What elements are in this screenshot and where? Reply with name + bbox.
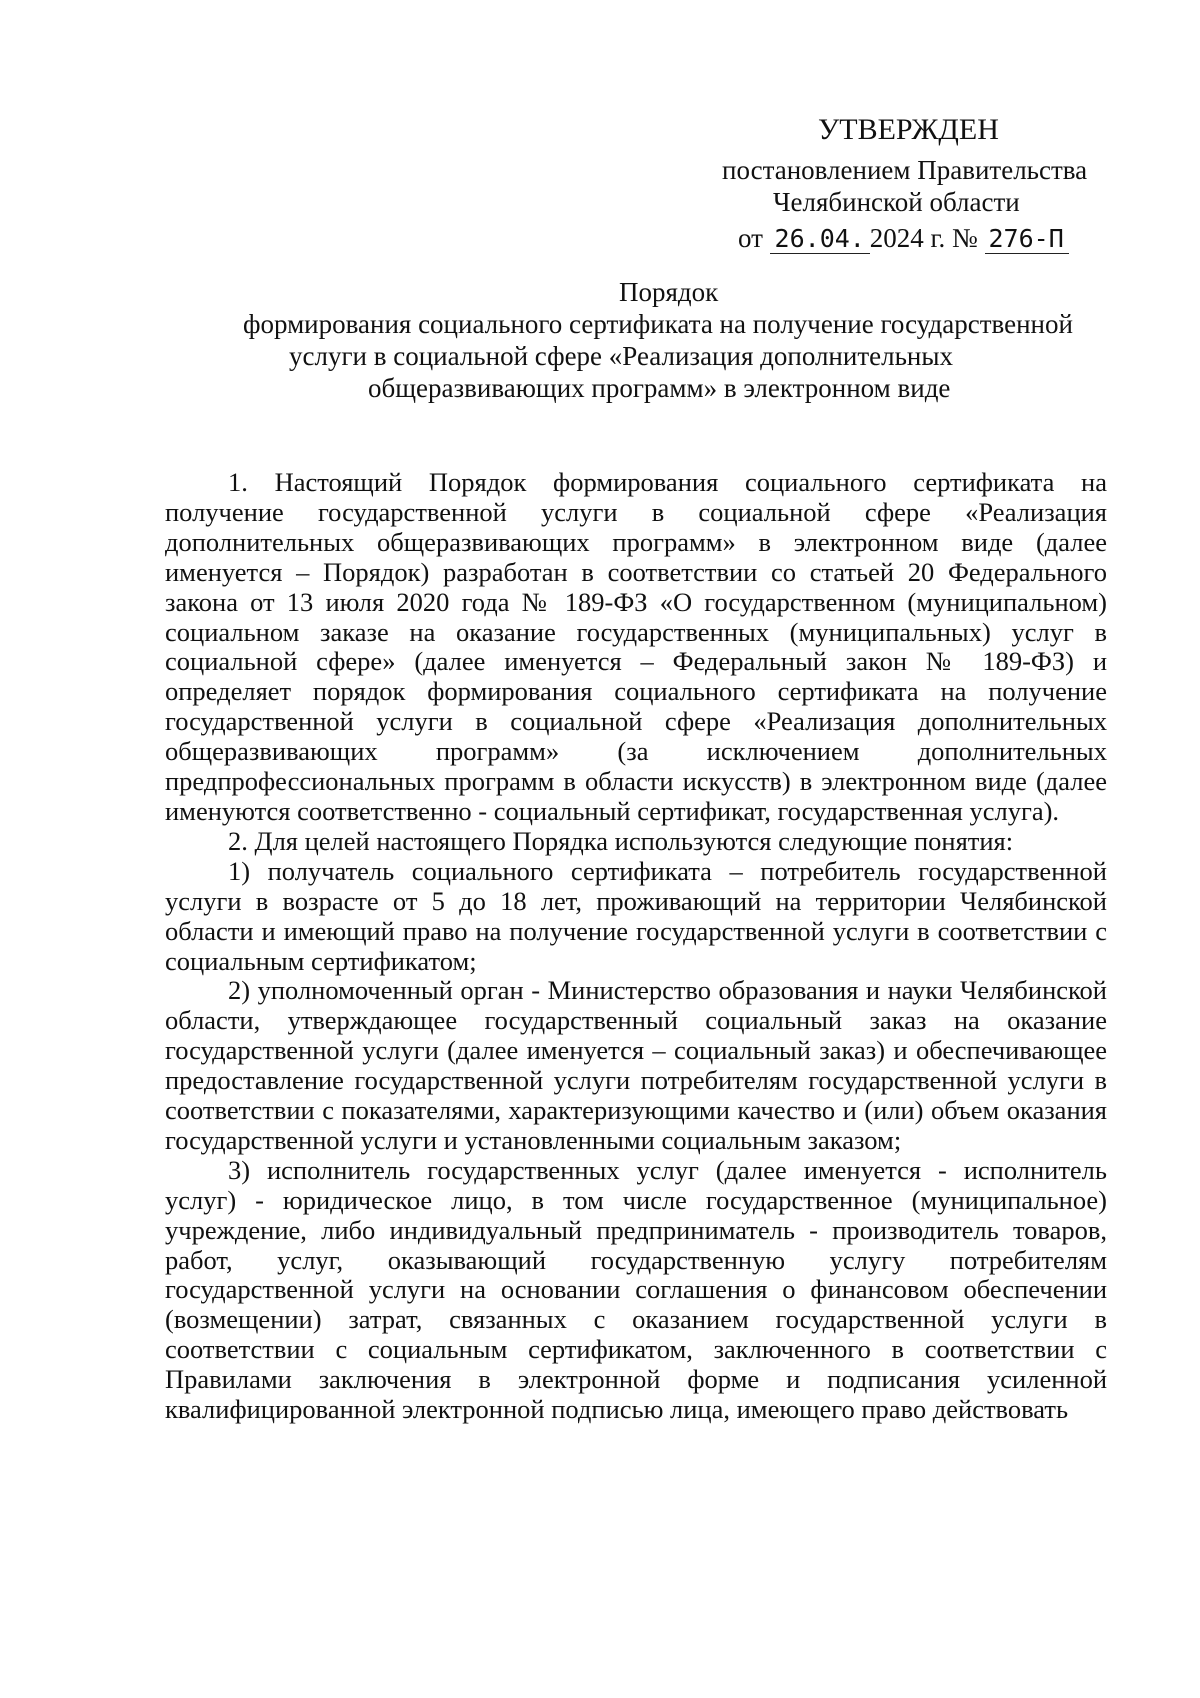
paragraph-2-item-3: 3) исполнитель государственных услуг (далее именуется - исполнитель услуг) - юридическое лицо, в том числе государственное (муниципальное) учреждение, либо индивидуальный предприниматель - производитель товаров, работ, услуг, оказывающий государственную услугу потребителям государственной услуги на основании соглашения о финансовом обеспечении (возмещении) затрат, связанных с оказанием государственной услуги в соответствии с социальным сертификатом, заключенного в соответствии с Правилами заключения в электронной форме и подписания усиленной квалифицированной электронной подписью лица, имеющего право действовать	[165, 1154, 1107, 1425]
paragraph-2: 2. Для целей настоящего Порядка используются следующие понятия:	[228, 825, 1014, 856]
approval-line-region: Челябинской области	[773, 187, 1020, 217]
title-line-3: услуги в социальной сфере «Реализация дополнительных	[289, 341, 953, 371]
paragraph-2-item-2: 2) уполномоченный орган - Министерство образования и науки Челябинской области, утверждающее государственный социальный заказ на оказание государственной услуги (далее именуется – социальный заказ) и обеспечивающее предоставление государственной услуги потребителям государственной услуги в соответствии с показателями, характеризующими качество и (или) объем оказания государственной услуги и установленными социальным заказом;	[165, 975, 1107, 1155]
title-line-2: формирования социального сертификата на получение государственной	[243, 309, 1073, 339]
document-title	[150, 276, 1100, 404]
approval-year-suffix: 2024 г. №	[869, 223, 978, 253]
approval-date: 26.04.	[770, 225, 870, 254]
approval-number: 276-П	[985, 225, 1069, 254]
title-line-4: общеразвивающих программ» в электронном виде	[368, 373, 951, 403]
paragraph-1: 1. Настоящий Порядок формирования социального сертификата на получение государственной услуги в социальной сфере «Реализация дополнительных общеразвивающих программ» в электронном виде (далее именуется – Порядок) разработан в соответствии со статьей 20 Федерального закона от 13 июля 2020 года № 189-ФЗ «О государственном (муниципальном) социальном заказе на оказание государственных (муниципальных) услуг в социальной сфере» (далее именуется – Федеральный закон № 189-ФЗ) и определяет порядок формирования социального сертификата на получение государственной услуги в социальной сфере «Реализация дополнительных общеразвивающих программ» (за исключением дополнительных предпрофессиональных программ в области искусств) в электронном виде (далее именуются соответственно - социальный сертификат, государственная услуга).	[165, 467, 1107, 826]
title-line-1: Порядок	[619, 277, 719, 307]
document-body	[165, 468, 1107, 1425]
approval-from-label: от	[738, 223, 763, 253]
approval-title: УТВЕРЖДЕН	[818, 113, 999, 146]
approval-block	[700, 112, 1100, 254]
paragraph-2-item-1: 1) получатель социального сертификата – потребитель государственной услуги в возрасте от 5 до 18 лет, проживающий на территории Челябинской области и имеющий право на получение государственной услуги в соответствии с социальным сертификатом;	[165, 855, 1107, 976]
approval-date-line	[700, 222, 1100, 254]
approval-line-resolution: постановлением Правительства	[722, 155, 1088, 185]
